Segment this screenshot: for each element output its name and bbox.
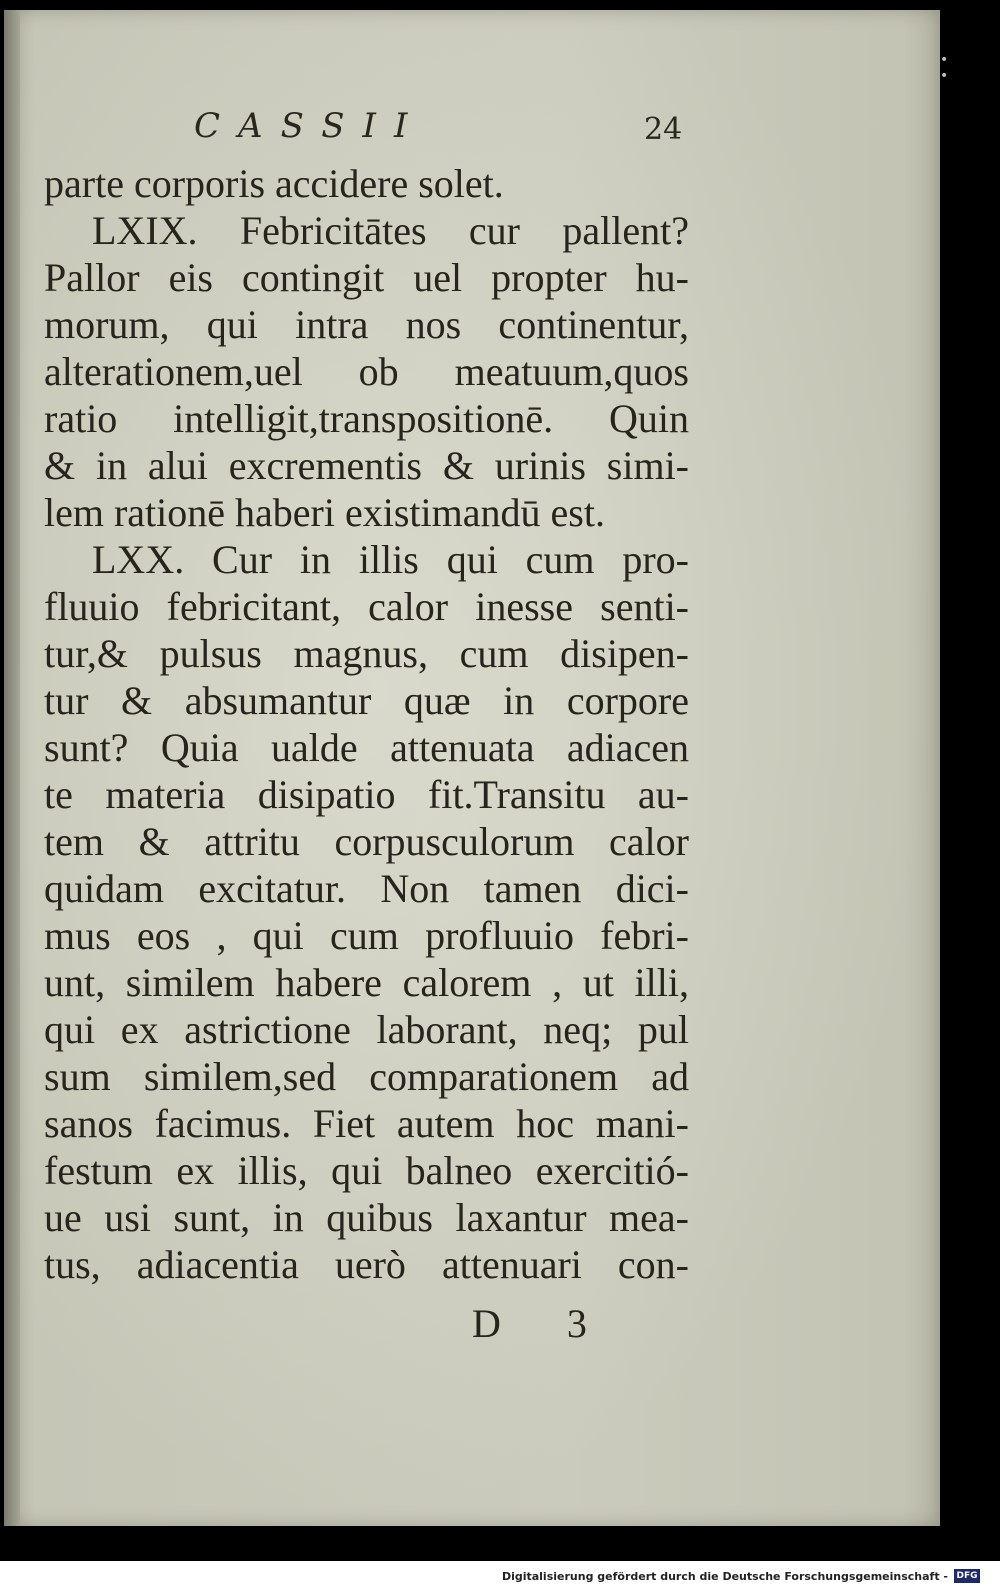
text-line: LXIX. Febricitātes cur pallent? — [92, 208, 689, 253]
page-gutter — [4, 10, 20, 1526]
text-line: ue usi sunt, in quibus laxantur mea- — [44, 1195, 689, 1240]
running-head: CASSII — [194, 106, 426, 146]
book-page — [4, 10, 940, 1526]
dfg-logo: DFG — [954, 1569, 980, 1583]
scan-marks: • • — [940, 52, 959, 84]
text-line: quidam excitatur. Non tamen dici- — [44, 866, 689, 911]
text-line: Pallor eis contingit uel propter hu- — [44, 255, 689, 300]
text-line: qui ex astrictione laborant, neq; pul — [44, 1007, 689, 1052]
text-line: sum similem,sed comparationem ad — [44, 1054, 689, 1099]
text-line: alterationem,uel ob meatuum,quos — [44, 349, 689, 394]
text-line: morum, qui intra nos continentur, — [44, 302, 689, 347]
text-line: te materia disipatio fit.Transitu au- — [44, 772, 689, 817]
page-number: 24 — [644, 112, 683, 147]
text-line: tur,& pulsus magnus, cum disipen- — [44, 631, 689, 676]
scan-border — [940, 0, 1000, 1540]
text-line: festum ex illis, qui balneo exercitió- — [44, 1148, 689, 1193]
text-line: sunt? Quia ualde attenuata adiacen — [44, 725, 689, 770]
footer-credit: Digitalisierung gefördert durch die Deutsche Forschungsgemeinschaft - — [501, 1570, 948, 1583]
text-line: LXX. Cur in illis qui cum pro- — [92, 537, 689, 582]
signature-mark: D 3 — [472, 1301, 615, 1346]
text-line: tem & attritu corpusculorum calor — [44, 819, 689, 864]
footer-bar — [0, 1561, 1000, 1589]
text-line: ratio intelligit,transpositionē. Quin — [44, 396, 689, 441]
text-line: fluuio febricitant, calor inesse senti- — [44, 584, 689, 629]
text-line: & in alui excrementis & urinis simi- — [44, 443, 689, 488]
text-block — [44, 160, 689, 1288]
text-line: lem rationē haberi existimandū est. — [44, 490, 605, 535]
text-line: tur & absumantur quæ in corpore — [44, 678, 689, 723]
text-line: sanos facimus. Fiet autem hoc mani- — [44, 1101, 689, 1146]
text-line: mus eos , qui cum profluuio febri- — [44, 913, 689, 958]
text-line: tus, adiacentia uerò attenuari con- — [44, 1242, 689, 1287]
text-line: unt, similem habere calorem , ut illi, — [44, 960, 689, 1005]
text-line: parte corporis accidere solet. — [44, 161, 504, 206]
